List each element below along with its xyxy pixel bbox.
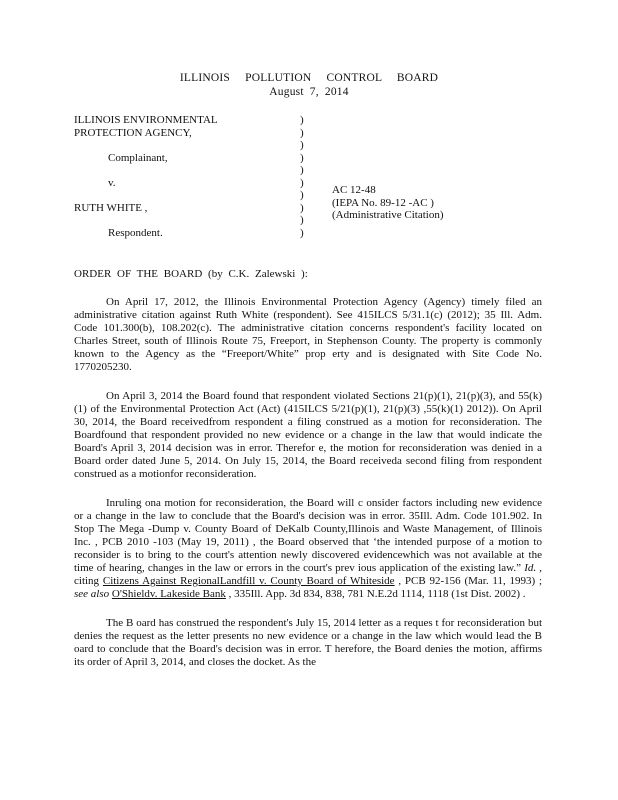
paragraph-3-text: , PCB 92-156 (Mar. 11, 1993) ; xyxy=(398,575,543,587)
iepa-number: (IEPA No. 89-12 -AC ) xyxy=(332,196,434,209)
paren: ) xyxy=(300,226,304,239)
caption-parties xyxy=(74,114,218,239)
paragraph-3-text: Inruling ona motion for reconsideration, the Board will c onsider factors including new evidence or a change in the law to conclude that the Board's decision was in error. 35Ill. Adm. Code 101.902. In Stop The Mega -Dump v. County Board of DeKalb County,Illinois and Waste Management, of Illinois Inc. , PCB 2010 -103 (May 19, 2011) , the Board observed that ‘the intended purpose of a motion to reconsider is to bring to the court's attention newly discovered evidencewhich was not available at the time of hearing, changes in the law or errors in the court's prev ious application of the existing law.” xyxy=(74,497,542,574)
case-number-block xyxy=(332,184,444,222)
paragraph-3 xyxy=(74,497,542,601)
paren: ) xyxy=(300,176,304,189)
order-body xyxy=(74,296,542,685)
caption-line: ILLINOIS ENVIRONMENTAL xyxy=(74,114,218,126)
caption-line xyxy=(74,189,218,202)
caption-line: Complainant, xyxy=(108,151,168,164)
paragraph-4: The B oard has construed the respondent's July 15, 2014 letter as a reques t for reconsideration but denies the request as the letter presents no new evidence or a change in the law which would lead the B oard to conclude that the Board's decision was in error. T herefore, the Board denies the motion, affirms its order of April 3, 2014, and closes the docket. As the xyxy=(74,617,542,668)
caption-line: PROTECTION AGENCY, xyxy=(74,126,192,139)
caption-line xyxy=(74,214,218,227)
paragraph-3-text: , 335Ill. App. 3d 834, 838, 781 N.E.2d 1114, 1118 (1st Dist. 2002) . xyxy=(228,588,526,600)
paren: ) xyxy=(300,114,304,126)
paren: ) xyxy=(300,201,304,214)
caption-line: RUTH WHITE , xyxy=(74,201,148,214)
order-date: August 7, 2014 xyxy=(269,86,349,98)
caption-line: Respondent. xyxy=(108,226,163,239)
id-signal: Id. xyxy=(524,562,537,574)
paren: ) xyxy=(300,139,304,151)
case-citation-citizens: Citizens Against RegionalLandfill v. County Board of Whiteside xyxy=(102,575,395,587)
paren: ) xyxy=(300,164,304,176)
paragraph-1: On April 17, 2012, the Illinois Environmental Protection Agency (Agency) timely filed an administrative citation against Ruth White (respondent). See 415ILCS 5/31.1(c) (2012); 35 Ill. Adm. Code 101.300(b), 108.202(c). The administrative citation concerns respondent's facility located on Charles Street, south of Illinois Route 75, Freeport, in Stephenson County. The property is commonly known to the Agency as the “Freeport/White” prop erty and is designated with Site Code No. 1770205230. xyxy=(74,296,542,373)
caption-line xyxy=(74,139,218,152)
citation-type: (Administrative Citation) xyxy=(332,209,444,221)
board-name-heading: ILLINOIS POLLUTION CONTROL BOARD xyxy=(179,72,439,84)
case-number: AC 12-48 xyxy=(332,184,376,196)
paren: ) xyxy=(300,126,304,139)
caption-line: v. xyxy=(108,176,116,189)
order-of-the-board-line: ORDER OF THE BOARD (by C.K. Zalewski ): xyxy=(74,268,308,280)
paragraph-3-text: , citing xyxy=(74,562,543,587)
paragraph-2: On April 3, 2014 the Board found that respondent violated Sections 21(p)(1), 21(p)(3), and 55(k)(1) of the Environmental Protection Act (Act) (415ILCS 5/21(p)(1), 21(p)(3) ,55(k)(1) 2012)). On April 30, 2014, the Board receivedfrom respondent a filing construed as a motion for reconsideration. The Boardfound that respondent provided no new evidence or a change in the law that would indicate the Board's April 3, 2014 decision was in error. Therefor e, the motion for reconsideration was denied in a Board order dated June 5, 2014. On July 15, 2014, the Board receiveda second filing from respondent construed as a motionfor reconsideration. xyxy=(74,390,542,480)
paren: ) xyxy=(300,151,304,164)
see-also-signal: see also xyxy=(74,588,110,600)
caption-parentheses xyxy=(300,114,304,239)
case-citation-oshield: O'Shieldv. Lakeside Bank xyxy=(111,588,226,600)
paren: ) xyxy=(300,214,304,226)
paren: ) xyxy=(300,189,304,201)
caption-line xyxy=(74,164,218,177)
